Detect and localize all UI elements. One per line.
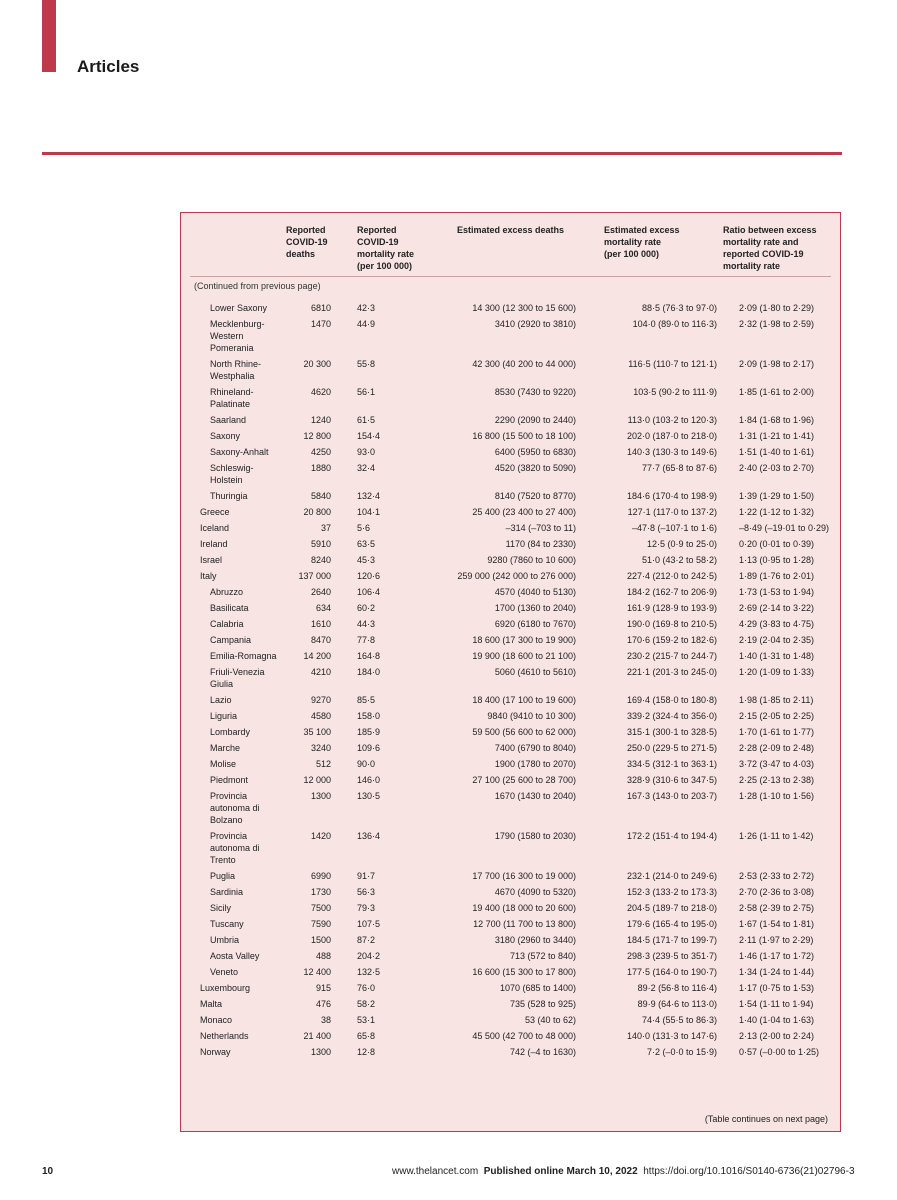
- ratio-cell: 2·32 (1·98 to 2·59): [739, 319, 815, 329]
- row-name-cell: Greece: [200, 507, 230, 517]
- table-row: [181, 932, 840, 948]
- row-name-cell: Israel: [200, 555, 223, 565]
- excess-rate-cell: 7·2 (–0·0 to 15·9): [646, 1047, 717, 1057]
- row-name-cell: Rhineland-Palatinate: [210, 387, 254, 409]
- excess-rate-cell: 169·4 (158·0 to 180·8): [626, 695, 717, 705]
- excess-rate-cell: 12·5 (0·9 to 25·0): [646, 539, 717, 549]
- ratio-cell: 1·98 (1·85 to 2·11): [739, 695, 814, 705]
- table-body: [181, 300, 840, 1060]
- excess-deaths-cell: 16 800 (15 500 to 18 100): [472, 431, 576, 441]
- reported-deaths-cell: 21 400: [303, 1031, 331, 1041]
- col-header-reported-deaths: Reported COVID-19 deaths: [286, 225, 328, 259]
- reported-rate-cell: 146·0: [357, 775, 381, 785]
- reported-deaths-cell: 12 800: [303, 431, 331, 441]
- table-row: [181, 756, 840, 772]
- excess-deaths-cell: 1670 (1430 to 2040): [494, 791, 576, 801]
- table-row: [181, 444, 840, 460]
- excess-rate-cell: 140·0 (131·3 to 147·6): [626, 1031, 717, 1041]
- reported-rate-cell: 44·3: [357, 619, 376, 629]
- excess-rate-cell: 89·2 (56·8 to 116·4): [637, 983, 717, 993]
- excess-rate-cell: 298·3 (239·5 to 351·7): [626, 951, 717, 961]
- ratio-cell: 1·17 (0·75 to 1·53): [739, 983, 815, 993]
- ratio-cell: 1·28 (1·10 to 1·56): [739, 791, 815, 801]
- reported-rate-cell: 63·5: [357, 539, 376, 549]
- reported-deaths-cell: 2640: [310, 587, 331, 597]
- row-name-cell: Lazio: [210, 695, 232, 705]
- excess-rate-cell: 104·0 (89·0 to 116·3): [632, 319, 717, 329]
- excess-deaths-cell: 3410 (2920 to 3810): [494, 319, 576, 329]
- excess-deaths-cell: 1170 (84 to 2330): [505, 539, 576, 549]
- table-row: [181, 724, 840, 740]
- reported-deaths-cell: 20 800: [303, 507, 331, 517]
- excess-rate-cell: 250·0 (229·5 to 271·5): [626, 743, 717, 753]
- row-name-cell: North Rhine-Westphalia: [210, 359, 262, 381]
- row-name-cell: Veneto: [210, 967, 239, 977]
- reported-deaths-cell: 7590: [310, 919, 331, 929]
- reported-deaths-cell: 4620: [310, 387, 331, 397]
- table-row: [181, 916, 840, 932]
- ratio-cell: 1·84 (1·68 to 1·96): [739, 415, 815, 425]
- reported-rate-cell: 93·0: [357, 447, 376, 457]
- row-name-cell: Sardinia: [210, 887, 244, 897]
- row-name-cell: Iceland: [200, 523, 230, 533]
- table-row: [181, 536, 840, 552]
- excess-rate-cell: 202·0 (187·0 to 218·0): [626, 431, 717, 441]
- excess-rate-cell: 232·1 (214·0 to 249·6): [626, 871, 717, 881]
- reported-rate-cell: 58·2: [357, 999, 376, 1009]
- ratio-cell: 1·40 (1·31 to 1·48): [739, 651, 815, 661]
- excess-deaths-cell: 735 (528 to 925): [509, 999, 576, 1009]
- header-divider: [190, 276, 831, 277]
- reported-deaths-cell: 5910: [310, 539, 331, 549]
- reported-rate-cell: 85·5: [357, 695, 376, 705]
- reported-deaths-cell: 1880: [310, 463, 331, 473]
- reported-rate-cell: 53·1: [357, 1015, 376, 1025]
- ratio-cell: 2·19 (2·04 to 2·35): [739, 635, 815, 645]
- row-name-cell: Basilicata: [210, 603, 249, 613]
- table-row: [181, 948, 840, 964]
- reported-rate-cell: 164·8: [357, 651, 381, 661]
- ratio-cell: 1·73 (1·53 to 1·94): [739, 587, 815, 597]
- table-row: [181, 632, 840, 648]
- reported-rate-cell: 56·3: [357, 887, 376, 897]
- row-name-cell: Molise: [210, 759, 237, 769]
- row-name-cell: Emilia-Romagna: [210, 651, 277, 661]
- ratio-cell: 2·69 (2·14 to 3·22): [739, 603, 815, 613]
- ratio-cell: 2·40 (2·03 to 2·70): [739, 463, 815, 473]
- excess-rate-cell: –47·8 (–107·1 to 1·6): [631, 523, 717, 533]
- reported-rate-cell: 79·3: [357, 903, 376, 913]
- reported-deaths-cell: 12 000: [303, 775, 331, 785]
- reported-deaths-cell: 1300: [310, 1047, 331, 1057]
- table-row: [181, 1028, 840, 1044]
- reported-rate-cell: 65·8: [357, 1031, 376, 1041]
- col-header-excess-rate: Estimated excess mortality rate (per 100 000): [604, 225, 680, 259]
- excess-deaths-cell: 9840 (9410 to 10 300): [487, 711, 576, 721]
- table-row: [181, 552, 840, 568]
- reported-rate-cell: 61·5: [357, 415, 376, 425]
- reported-rate-cell: 56·1: [357, 387, 376, 397]
- excess-deaths-cell: 713 (572 to 840): [509, 951, 576, 961]
- reported-rate-cell: 106·4: [357, 587, 381, 597]
- table-row: [181, 664, 840, 692]
- excess-rate-cell: 170·6 (159·2 to 182·6): [626, 635, 717, 645]
- table-row: [181, 300, 840, 316]
- reported-deaths-cell: 20 300: [303, 359, 331, 369]
- table-row: [181, 616, 840, 632]
- table-row: [181, 868, 840, 884]
- excess-rate-cell: 339·2 (324·4 to 356·0): [626, 711, 717, 721]
- reported-rate-cell: 12·8: [357, 1047, 376, 1057]
- row-name-cell: Saxony: [210, 431, 241, 441]
- table-row: [181, 1044, 840, 1060]
- ratio-cell: 1·67 (1·54 to 1·81): [739, 919, 815, 929]
- ratio-cell: 1·22 (1·12 to 1·32): [739, 507, 815, 517]
- row-name-cell: Malta: [200, 999, 223, 1009]
- excess-rate-cell: 127·1 (117·0 to 137·2): [627, 507, 717, 517]
- excess-deaths-cell: 19 400 (18 000 to 20 600): [472, 903, 576, 913]
- excess-rate-cell: 190·0 (169·8 to 210·5): [626, 619, 717, 629]
- excess-deaths-cell: 6920 (6180 to 7670): [494, 619, 576, 629]
- excess-deaths-cell: 1790 (1580 to 2030): [494, 831, 576, 841]
- excess-rate-cell: 179·6 (165·4 to 195·0): [626, 919, 717, 929]
- excess-deaths-cell: 1070 (685 to 1400): [499, 983, 576, 993]
- row-name-cell: Sicily: [210, 903, 232, 913]
- excess-deaths-cell: 9280 (7860 to 10 600): [487, 555, 576, 565]
- excess-rate-cell: 172·2 (151·4 to 194·4): [626, 831, 717, 841]
- col-header-reported-rate: Reported COVID-19 mortality rate (per 100 000): [357, 225, 415, 271]
- reported-deaths-cell: 14 200: [303, 651, 331, 661]
- excess-deaths-cell: 42 300 (40 200 to 44 000): [472, 359, 576, 369]
- excess-deaths-cell: 1700 (1360 to 2040): [494, 603, 576, 613]
- excess-rate-cell: 89·9 (64·6 to 113·0): [637, 999, 717, 1009]
- reported-deaths-cell: 1300: [310, 791, 331, 801]
- ratio-cell: 1·40 (1·04 to 1·63): [739, 1015, 815, 1025]
- excess-rate-cell: 227·4 (212·0 to 242·5): [626, 571, 717, 581]
- reported-deaths-cell: 1730: [310, 887, 331, 897]
- table-row: [181, 980, 840, 996]
- excess-rate-cell: 328·9 (310·6 to 347·5): [626, 775, 717, 785]
- row-name-cell: Campania: [210, 635, 252, 645]
- excess-deaths-cell: 18 400 (17 100 to 19 600): [472, 695, 576, 705]
- reported-rate-cell: 132·4: [357, 491, 381, 501]
- row-name-cell: Tuscany: [210, 919, 244, 929]
- reported-deaths-cell: 4580: [310, 711, 331, 721]
- ratio-cell: 2·09 (1·80 to 2·29): [739, 303, 815, 313]
- row-name-cell: Italy: [200, 571, 217, 581]
- excess-deaths-cell: 18 600 (17 300 to 19 900): [472, 635, 576, 645]
- excess-deaths-cell: 19 900 (18 600 to 21 100): [472, 651, 576, 661]
- row-name-cell: Provincia autonoma di Bolzano: [210, 791, 260, 825]
- reported-deaths-cell: 4250: [310, 447, 331, 457]
- ratio-cell: 2·70 (2·36 to 3·08): [739, 887, 815, 897]
- reported-deaths-cell: 634: [315, 603, 331, 613]
- row-name-cell: Monaco: [200, 1015, 233, 1025]
- table-row: [181, 584, 840, 600]
- excess-rate-cell: 315·1 (300·1 to 328·5): [626, 727, 717, 737]
- reported-rate-cell: 107·5: [357, 919, 381, 929]
- excess-deaths-cell: 7400 (6790 to 8040): [494, 743, 576, 753]
- reported-rate-cell: 42·3: [357, 303, 376, 313]
- reported-rate-cell: 77·8: [357, 635, 376, 645]
- excess-rate-cell: 161·9 (128·9 to 193·9): [626, 603, 717, 613]
- reported-deaths-cell: 488: [315, 951, 331, 961]
- table-row: [181, 884, 840, 900]
- excess-rate-cell: 152·3 (133·2 to 173·3): [626, 887, 717, 897]
- ratio-cell: 1·13 (0·95 to 1·28): [739, 555, 815, 565]
- row-name-cell: Mecklenburg-Western Pomerania: [210, 319, 265, 353]
- row-name-cell: Lombardy: [210, 727, 251, 737]
- page-number: 10: [42, 1166, 54, 1177]
- table-row: [181, 740, 840, 756]
- continued-note: (Continued from previous page): [194, 281, 321, 291]
- excess-rate-cell: 204·5 (189·7 to 218·0): [626, 903, 717, 913]
- table-row: [181, 772, 840, 788]
- row-name-cell: Ireland: [200, 539, 228, 549]
- excess-rate-cell: 221·1 (201·3 to 245·0): [626, 667, 717, 677]
- reported-rate-cell: 185·9: [357, 727, 381, 737]
- reported-deaths-cell: 9270: [310, 695, 331, 705]
- excess-deaths-cell: 53 (40 to 62): [524, 1015, 576, 1025]
- excess-deaths-cell: 45 500 (42 700 to 48 000): [472, 1031, 576, 1041]
- excess-rate-cell: 184·6 (170·4 to 198·9): [626, 491, 717, 501]
- excess-rate-cell: 51·0 (43·2 to 58·2): [641, 555, 717, 565]
- excess-rate-cell: 230·2 (215·7 to 244·7): [626, 651, 717, 661]
- reported-rate-cell: 55·8: [357, 359, 376, 369]
- section-color-tab: [42, 0, 56, 72]
- reported-rate-cell: 132·5: [357, 967, 381, 977]
- reported-rate-cell: 32·4: [357, 463, 376, 473]
- ratio-cell: 4·29 (3·83 to 4·75): [739, 619, 815, 629]
- table-row: [181, 648, 840, 664]
- reported-deaths-cell: 476: [315, 999, 331, 1009]
- reported-deaths-cell: 915: [315, 983, 331, 993]
- reported-deaths-cell: 1500: [310, 935, 331, 945]
- ratio-cell: 2·53 (2·33 to 2·72): [739, 871, 815, 881]
- reported-deaths-cell: 6810: [310, 303, 331, 313]
- excess-deaths-cell: 2290 (2090 to 2440): [494, 415, 576, 425]
- excess-deaths-cell: 8140 (7520 to 8770): [494, 491, 576, 501]
- table-row: [181, 412, 840, 428]
- table-row: [181, 384, 840, 412]
- footer-published: Published online March 10, 2022: [483, 1166, 638, 1177]
- reported-rate-cell: 158·0: [357, 711, 381, 721]
- reported-rate-cell: 104·1: [357, 507, 381, 517]
- ratio-cell: 2·58 (2·39 to 2·75): [739, 903, 815, 913]
- excess-deaths-cell: –314 (–703 to 11): [505, 523, 576, 533]
- row-name-cell: Thuringia: [210, 491, 248, 501]
- data-table: [180, 212, 841, 1132]
- reported-rate-cell: 90·0: [357, 759, 376, 769]
- ratio-cell: 1·89 (1·76 to 2·01): [739, 571, 815, 581]
- excess-deaths-cell: 4670 (4090 to 5320): [494, 887, 576, 897]
- reported-deaths-cell: 512: [315, 759, 331, 769]
- row-name-cell: Schleswig-Holstein: [210, 463, 254, 485]
- row-name-cell: Saxony-Anhalt: [210, 447, 269, 457]
- table-row: [181, 788, 840, 828]
- header-rule: [42, 152, 842, 155]
- table-row: [181, 568, 840, 584]
- col-header-excess-deaths: Estimated excess deaths: [457, 225, 565, 235]
- ratio-cell: 0·57 (–0·00 to 1·25): [739, 1047, 820, 1057]
- excess-deaths-cell: 25 400 (23 400 to 27 400): [472, 507, 576, 517]
- table-row: [181, 428, 840, 444]
- row-name-cell: Piedmont: [210, 775, 249, 785]
- reported-rate-cell: 120·6: [357, 571, 381, 581]
- excess-deaths-cell: 4570 (4040 to 5130): [494, 587, 576, 597]
- table-row: [181, 488, 840, 504]
- reported-deaths-cell: 37: [320, 523, 331, 533]
- table-row: [181, 356, 840, 384]
- excess-deaths-cell: 4520 (3820 to 5090): [494, 463, 576, 473]
- reported-rate-cell: 60·2: [357, 603, 376, 613]
- row-name-cell: Aosta Valley: [210, 951, 260, 961]
- excess-deaths-cell: 259 000 (242 000 to 276 000): [457, 571, 576, 581]
- row-name-cell: Puglia: [210, 871, 236, 881]
- footer-site: www.thelancet.com: [392, 1166, 479, 1177]
- reported-rate-cell: 184·0: [357, 667, 381, 677]
- reported-rate-cell: 154·4: [357, 431, 381, 441]
- excess-rate-cell: 140·3 (130·3 to 149·6): [626, 447, 717, 457]
- reported-deaths-cell: 7500: [310, 903, 331, 913]
- ratio-cell: 1·31 (1·21 to 1·41): [739, 431, 815, 441]
- excess-rate-cell: 74·4 (55·5 to 86·3): [641, 1015, 717, 1025]
- table-row: [181, 504, 840, 520]
- excess-rate-cell: 184·5 (171·7 to 199·7): [626, 935, 717, 945]
- ratio-cell: 2·09 (1·98 to 2·17): [739, 359, 815, 369]
- table-row: [181, 964, 840, 980]
- col-header-ratio: Ratio between excess mortality rate and reported COVID-19 mortality rate: [723, 225, 817, 271]
- excess-deaths-cell: 27 100 (25 600 to 28 700): [472, 775, 576, 785]
- ratio-cell: 2·28 (2·09 to 2·48): [739, 743, 815, 753]
- reported-deaths-cell: 4210: [310, 667, 331, 677]
- excess-rate-cell: 116·5 (110·7 to 121·1): [628, 359, 717, 369]
- reported-deaths-cell: 1610: [310, 619, 331, 629]
- ratio-cell: 1·34 (1·24 to 1·44): [739, 967, 815, 977]
- table-row: [181, 828, 840, 868]
- row-name-cell: Netherlands: [200, 1031, 249, 1041]
- excess-rate-cell: 113·0 (103·2 to 120·3): [627, 415, 717, 425]
- excess-deaths-cell: 1900 (1780 to 2070): [494, 759, 576, 769]
- footer-citation: [392, 1166, 855, 1177]
- table-row: [181, 520, 840, 536]
- ratio-cell: 2·13 (2·00 to 2·24): [739, 1031, 815, 1041]
- excess-deaths-cell: 16 600 (15 300 to 17 800): [472, 967, 576, 977]
- table-row: [181, 600, 840, 616]
- excess-deaths-cell: 8530 (7430 to 9220): [494, 387, 576, 397]
- table-row: [181, 708, 840, 724]
- reported-rate-cell: 76·0: [357, 983, 376, 993]
- ratio-cell: 3·72 (3·47 to 4·03): [739, 759, 815, 769]
- table-row: [181, 900, 840, 916]
- continues-note: (Table continues on next page): [704, 1114, 828, 1124]
- section-label: Articles: [77, 57, 140, 76]
- reported-deaths-cell: 5840: [310, 491, 331, 501]
- reported-deaths-cell: 8470: [310, 635, 331, 645]
- reported-deaths-cell: 1240: [310, 415, 331, 425]
- reported-deaths-cell: 35 100: [303, 727, 331, 737]
- ratio-cell: 1·51 (1·40 to 1·61): [739, 447, 815, 457]
- reported-rate-cell: 136·4: [357, 831, 381, 841]
- reported-rate-cell: 45·3: [357, 555, 376, 565]
- ratio-cell: 1·39 (1·29 to 1·50): [739, 491, 815, 501]
- table-row: [181, 996, 840, 1012]
- excess-deaths-cell: 6400 (5950 to 6830): [494, 447, 576, 457]
- ratio-cell: 1·20 (1·09 to 1·33): [739, 667, 815, 677]
- reported-deaths-cell: 6990: [310, 871, 331, 881]
- row-name-cell: Liguria: [210, 711, 238, 721]
- reported-deaths-cell: 1470: [310, 319, 331, 329]
- excess-rate-cell: 88·5 (76·3 to 97·0): [641, 303, 717, 313]
- row-name-cell: Norway: [200, 1047, 231, 1057]
- table-row: [181, 692, 840, 708]
- ratio-cell: 1·26 (1·11 to 1·42): [739, 831, 814, 841]
- footer-doi: https://doi.org/10.1016/S0140-6736(21)02796-3: [643, 1166, 855, 1177]
- reported-deaths-cell: 137 000: [298, 571, 331, 581]
- reported-rate-cell: 5·6: [357, 523, 371, 533]
- row-name-cell: Marche: [210, 743, 241, 753]
- row-name-cell: Provincia autonoma di Trento: [210, 831, 260, 865]
- ratio-cell: 2·25 (2·13 to 2·38): [739, 775, 815, 785]
- excess-rate-cell: 334·5 (312·1 to 363·1): [626, 759, 717, 769]
- reported-rate-cell: 109·6: [357, 743, 381, 753]
- row-name-cell: Saarland: [210, 415, 247, 425]
- row-name-cell: Umbria: [210, 935, 240, 945]
- excess-deaths-cell: 5060 (4610 to 5610): [494, 667, 576, 677]
- reported-rate-cell: 204·2: [357, 951, 381, 961]
- excess-rate-cell: 77·7 (65·8 to 87·6): [641, 463, 717, 473]
- reported-rate-cell: 130·5: [357, 791, 381, 801]
- excess-deaths-cell: 3180 (2960 to 3440): [494, 935, 576, 945]
- excess-deaths-cell: 14 300 (12 300 to 15 600): [472, 303, 576, 313]
- row-name-cell: Lower Saxony: [210, 303, 268, 313]
- table-row: [181, 316, 840, 356]
- reported-deaths-cell: 38: [320, 1015, 331, 1025]
- ratio-cell: 2·15 (2·05 to 2·25): [739, 711, 815, 721]
- excess-rate-cell: 167·3 (143·0 to 203·7): [626, 791, 717, 801]
- table-row: [181, 1012, 840, 1028]
- excess-deaths-cell: 17 700 (16 300 to 19 000): [472, 871, 576, 881]
- reported-rate-cell: 44·9: [357, 319, 376, 329]
- excess-deaths-cell: 12 700 (11 700 to 13 800): [473, 919, 576, 929]
- ratio-cell: 1·70 (1·61 to 1·77): [739, 727, 815, 737]
- reported-rate-cell: 91·7: [357, 871, 376, 881]
- table-row: [181, 460, 840, 488]
- reported-deaths-cell: 1420: [310, 831, 331, 841]
- ratio-cell: 2·11 (1·97 to 2·29): [739, 935, 814, 945]
- ratio-cell: 1·54 (1·11 to 1·94): [739, 999, 814, 1009]
- reported-rate-cell: 87·2: [357, 935, 376, 945]
- ratio-cell: –8·49 (–19·01 to 0·29): [739, 523, 830, 533]
- excess-rate-cell: 103·5 (90·2 to 111·9): [633, 387, 717, 397]
- ratio-cell: 1·85 (1·61 to 2·00): [739, 387, 815, 397]
- excess-deaths-cell: 742 (–4 to 1630): [509, 1047, 576, 1057]
- reported-deaths-cell: 3240: [310, 743, 331, 753]
- excess-rate-cell: 184·2 (162·7 to 206·9): [626, 587, 717, 597]
- ratio-cell: 0·20 (0·01 to 0·39): [739, 539, 815, 549]
- excess-rate-cell: 177·5 (164·0 to 190·7): [626, 967, 717, 977]
- row-name-cell: Calabria: [210, 619, 244, 629]
- row-name-cell: Abruzzo: [210, 587, 244, 597]
- ratio-cell: 1·46 (1·17 to 1·72): [739, 951, 815, 961]
- row-name-cell: Friuli-Venezia Giulia: [210, 667, 265, 689]
- excess-deaths-cell: 59 500 (56 600 to 62 000): [472, 727, 576, 737]
- row-name-cell: Luxembourg: [200, 983, 251, 993]
- reported-deaths-cell: 8240: [310, 555, 331, 565]
- reported-deaths-cell: 12 400: [303, 967, 331, 977]
